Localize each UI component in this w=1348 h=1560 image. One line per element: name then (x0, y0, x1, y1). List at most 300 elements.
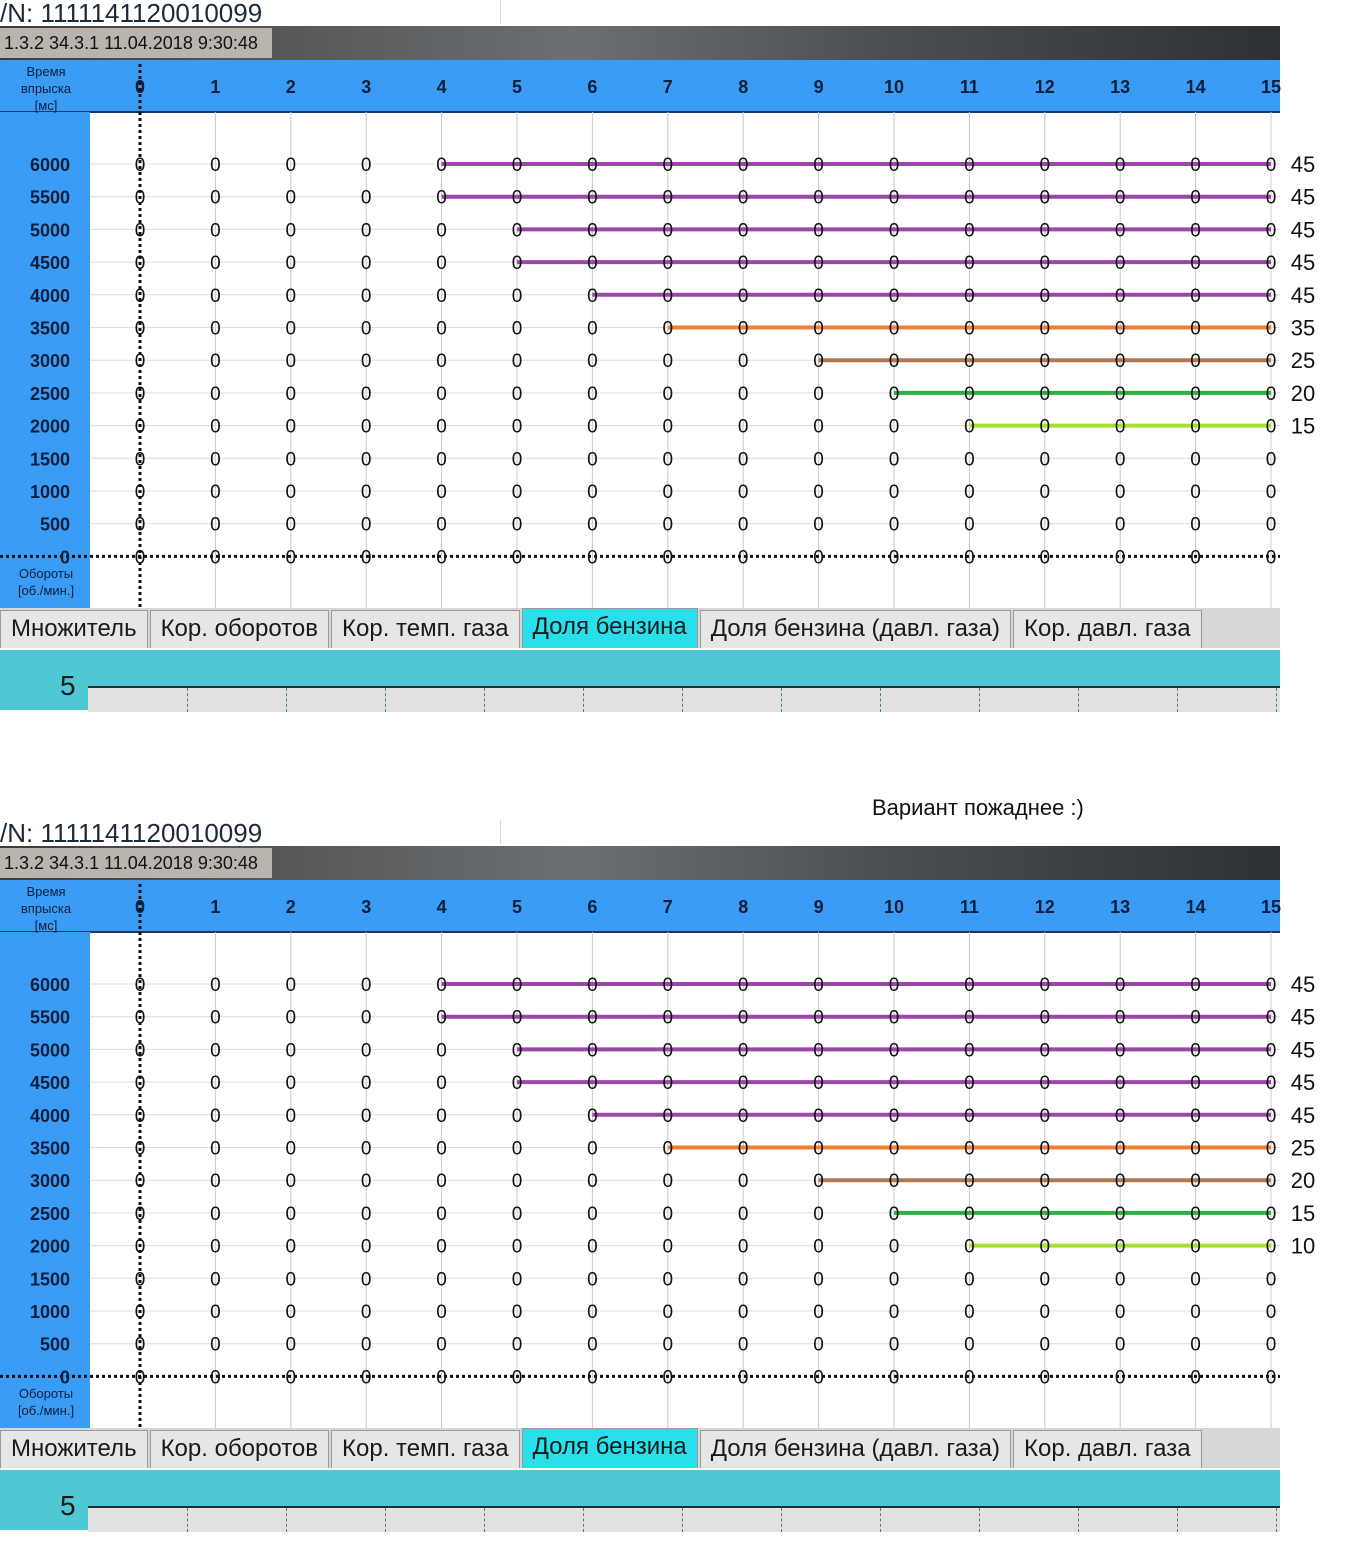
map-cell-value: 0 (511, 318, 523, 340)
map-cell-value: 0 (1265, 1269, 1277, 1291)
map-cell-value: 0 (587, 1302, 598, 1323)
map-cell-value: 0 (511, 1203, 523, 1225)
map-cell-value: 0 (285, 1040, 297, 1062)
map-cell-value: 0 (587, 482, 598, 503)
strip-grid-tick (1276, 688, 1277, 712)
map-cell-value: 0 (285, 351, 297, 373)
map-cell-value: 0 (587, 1236, 598, 1258)
y-tick-label: 4000 (29, 285, 70, 306)
map-cell-value: 0 (1114, 155, 1126, 176)
map-cell-value: 0 (1265, 1040, 1277, 1062)
map-cell-value: 0 (888, 547, 900, 569)
map-cell-value: 0 (511, 1138, 523, 1160)
map-cell-value: 0 (737, 253, 749, 275)
map-cell-value: 0 (1190, 1367, 1201, 1389)
map-cell-value: 0 (210, 1302, 221, 1323)
x-tick-label: 11 (959, 77, 979, 97)
y-tick-label: 1500 (29, 449, 70, 470)
map-cell-value: 0 (134, 318, 146, 340)
line-value-annotation: 45 (1290, 282, 1316, 308)
map-cell-value: 0 (737, 1203, 749, 1225)
map-cell-value: 0 (1265, 1138, 1277, 1160)
map-cell-value: 0 (210, 1334, 221, 1356)
map-cell-value: 0 (964, 187, 975, 209)
map-cell-value: 0 (360, 1203, 372, 1225)
map-cell-value: 0 (210, 383, 221, 405)
map-cell-value: 0 (964, 416, 975, 438)
map-cell-value: 0 (888, 155, 900, 176)
map-cell-value: 0 (662, 155, 674, 176)
map-cell-value: 0 (1265, 383, 1277, 405)
map-cell-value: 0 (436, 1302, 447, 1323)
map-cell-value: 0 (1190, 1203, 1201, 1225)
map-cell-value: 0 (285, 1171, 297, 1193)
map-cell-value: 0 (1265, 1203, 1277, 1225)
map-cell-value: 0 (888, 416, 900, 438)
map-cell-value: 0 (134, 220, 146, 242)
map-cell-value: 0 (964, 220, 975, 242)
map-cell-value: 0 (1039, 351, 1051, 373)
map-cell-value: 0 (1039, 514, 1051, 536)
map-cell-value: 0 (813, 383, 824, 405)
strip-grid-tick (286, 688, 287, 712)
map-cell-value: 0 (964, 1367, 975, 1389)
map-cell-value: 0 (1039, 1302, 1051, 1323)
map-cell-value: 0 (1190, 975, 1201, 996)
map-cell-value: 0 (587, 383, 598, 405)
x-tick-label: 8 (738, 77, 749, 97)
map-cell-value: 0 (1265, 1334, 1277, 1356)
map-cell-value: 0 (813, 449, 824, 471)
map-cell-value: 0 (436, 449, 447, 471)
x-tick-label: 12 (1034, 77, 1055, 97)
map-cell-value: 0 (964, 1236, 975, 1258)
strip-grid-tick (880, 1508, 881, 1532)
map-cell-value: 0 (662, 1302, 674, 1323)
x-tick-label: 8 (738, 897, 749, 917)
map-cell-value: 0 (285, 1269, 297, 1291)
line-value-annotation: 45 (1290, 184, 1316, 210)
map-cell-value: 0 (285, 155, 297, 176)
map-cell-value: 0 (210, 482, 221, 503)
x-tick-label: 12 (1034, 897, 1055, 917)
map-cell-value: 0 (813, 318, 824, 340)
y-tick-label: 1500 (29, 1269, 70, 1290)
x-tick-label: 14 (1185, 897, 1206, 917)
map-cell-value: 0 (1190, 1236, 1201, 1258)
map-cell-value: 0 (1114, 1269, 1126, 1291)
x-tick-label: 9 (813, 77, 824, 97)
map-cell-value: 0 (134, 1334, 146, 1356)
x-tick-label: 13 (1110, 897, 1131, 917)
map-cell-value: 0 (888, 1367, 900, 1389)
map-cell-value: 0 (285, 318, 297, 340)
x-tick-label: 9 (813, 897, 824, 917)
map-cell-value: 0 (1039, 1007, 1051, 1029)
map-cell-value: 0 (360, 1040, 372, 1062)
map-cell-value: 0 (1190, 1171, 1201, 1193)
map-cell-value: 0 (360, 1269, 372, 1291)
map-cell-value: 0 (285, 253, 297, 275)
map-cell-value: 0 (662, 514, 674, 536)
map-cell-value: 0 (134, 1302, 146, 1323)
map-tab[interactable]: Кор. давл. газа (1013, 610, 1202, 648)
map-cell-value: 0 (210, 1040, 221, 1062)
map-cell-value: 0 (210, 1138, 221, 1160)
map-cell-value: 0 (285, 1334, 297, 1356)
map-cell-value: 0 (436, 1007, 447, 1029)
x-tick-label: 7 (662, 77, 673, 97)
map-cell-value: 0 (134, 1040, 146, 1062)
map-cell-value: 0 (210, 1203, 221, 1225)
injection-time-axis-label: Время (26, 884, 66, 899)
map-cell-value: 0 (964, 1138, 975, 1160)
map-cell-value: 0 (888, 975, 900, 996)
map-cell-value: 0 (813, 1367, 824, 1389)
map-cell-value: 0 (1265, 253, 1277, 275)
y-tick-label: 5500 (29, 187, 70, 208)
map-cell-value: 0 (210, 253, 221, 275)
map-cell-value: 0 (587, 1203, 598, 1225)
map-cell-value: 0 (1039, 1138, 1051, 1160)
map-cell-value: 0 (436, 187, 447, 209)
map-cell-value: 0 (210, 449, 221, 471)
map-cell-value: 0 (964, 1203, 975, 1225)
map-cell-value: 0 (662, 1334, 674, 1356)
map-tab[interactable]: Кор. давл. газа (1013, 1430, 1202, 1468)
strip-grid-tick (781, 1508, 782, 1532)
fuel-map-table[interactable] (0, 60, 1348, 608)
map-cell-value: 0 (1190, 1269, 1201, 1291)
map-cell-value: 0 (511, 482, 523, 503)
injection-time-axis-label: впрыска (20, 901, 72, 916)
map-cell-value: 0 (436, 253, 447, 275)
line-value-annotation: 45 (1290, 250, 1316, 276)
map-cell-value: 0 (888, 1236, 900, 1258)
map-cell-value: 0 (813, 220, 824, 242)
map-cell-value: 0 (360, 975, 372, 996)
map-cell-value: 0 (587, 1007, 598, 1029)
map-cell-value: 0 (964, 1171, 975, 1193)
map-cell-value: 0 (813, 416, 824, 438)
strip-grid-tick (1177, 1508, 1178, 1532)
map-cell-value: 0 (813, 1040, 824, 1062)
map-cell-value: 0 (737, 1138, 749, 1160)
map-cell-value: 0 (285, 1138, 297, 1160)
map-cell-value: 0 (737, 547, 749, 569)
map-cell-value: 0 (436, 547, 447, 569)
map-cell-value: 0 (1265, 187, 1277, 209)
strip-axis-value: 5 (60, 1490, 76, 1521)
map-cell-value: 0 (134, 1007, 146, 1029)
map-cell-value: 0 (662, 220, 674, 242)
map-cell-value: 0 (134, 1105, 146, 1127)
map-cell-value: 0 (134, 1236, 146, 1258)
map-cell-value: 0 (888, 1203, 900, 1225)
map-tab[interactable]: Доля бензина (давл. газа) (700, 610, 1011, 648)
vin-title (0, 820, 1280, 846)
y-tick-label: 1000 (29, 1302, 70, 1322)
map-cell-value: 0 (436, 482, 447, 503)
rpm-axis-label: [об./мин.] (17, 583, 75, 598)
map-cell-value: 0 (587, 416, 598, 438)
map-cell-value: 0 (1265, 220, 1277, 242)
map-cell-value: 0 (285, 187, 297, 209)
map-cell-value: 0 (285, 449, 297, 471)
map-cell-value: 0 (511, 1171, 523, 1193)
map-cell-value: 0 (813, 1171, 824, 1193)
map-cell-value: 0 (285, 220, 297, 242)
map-cell-value: 0 (737, 1302, 749, 1323)
y-tick-label: 2500 (29, 383, 70, 404)
map-cell-value: 0 (511, 1367, 523, 1389)
strip-grid-tick (583, 688, 584, 712)
info-bar (0, 846, 1280, 880)
x-tick-label: 7 (662, 897, 673, 917)
injection-time-axis-label: Время (26, 64, 66, 79)
map-cell-value: 0 (360, 482, 372, 503)
y-tick-label: 6000 (29, 155, 70, 175)
map-cell-value: 0 (737, 1007, 749, 1029)
y-tick-label: 4500 (29, 1073, 70, 1094)
map-cell-value: 0 (436, 1073, 447, 1095)
map-cell-value: 0 (1039, 1334, 1051, 1356)
map-cell-value: 0 (1114, 383, 1126, 405)
map-cell-value: 0 (210, 155, 221, 176)
map-cell-value: 0 (1039, 220, 1051, 242)
map-cell-value: 0 (737, 383, 749, 405)
x-tick-label: 6 (587, 897, 598, 917)
map-cell-value: 0 (1039, 1073, 1051, 1095)
map-cell-value: 0 (1190, 416, 1201, 438)
map-cell-value: 0 (587, 1367, 598, 1389)
map-cell-value: 0 (1039, 449, 1051, 471)
map-cell-value: 0 (1190, 1040, 1201, 1062)
map-cell-value: 0 (285, 1302, 297, 1323)
info-bar (0, 26, 1280, 60)
line-value-annotation: 25 (1290, 1135, 1316, 1161)
map-cell-value: 0 (662, 1171, 674, 1193)
map-cell-value: 0 (737, 1171, 749, 1193)
screenshot-panel-2 (0, 820, 1348, 1540)
map-cell-value: 0 (436, 1367, 447, 1389)
map-cell-value: 0 (737, 975, 749, 996)
map-cell-value: 0 (587, 1040, 598, 1062)
map-cell-value: 0 (1190, 1138, 1201, 1160)
title-divider (500, 820, 501, 844)
map-cell-value: 0 (134, 1269, 146, 1291)
map-cell-value: 0 (436, 155, 447, 176)
strip-grid-tick (1177, 688, 1178, 712)
strip-grid-tick (682, 688, 683, 712)
map-cell-value: 0 (1114, 187, 1126, 209)
map-cell-value: 0 (964, 547, 975, 569)
map-cell-value: 0 (360, 1171, 372, 1193)
map-tab[interactable]: Доля бензина (522, 608, 698, 648)
strip-grid-tick (1078, 688, 1079, 712)
map-cell-value: 0 (662, 318, 674, 340)
map-cell-value: 0 (662, 1269, 674, 1291)
map-cell-value: 0 (1265, 285, 1277, 307)
map-cell-value: 0 (813, 1138, 824, 1160)
x-tick-label: 6 (587, 77, 598, 97)
map-cell-value: 0 (1039, 285, 1051, 307)
strip-grid-tick (286, 1508, 287, 1532)
map-cell-value: 0 (587, 187, 598, 209)
map-cell-value: 0 (511, 1007, 523, 1029)
map-cell-value: 0 (360, 1302, 372, 1323)
map-tab[interactable]: Доля бензина (522, 1428, 698, 1468)
map-cell-value: 0 (285, 1073, 297, 1095)
map-cell-value: 0 (285, 1203, 297, 1225)
y-tick-label: 5000 (29, 1040, 70, 1061)
map-tab[interactable]: Кор. темп. газа (331, 1430, 520, 1468)
map-cell-value: 0 (1114, 1105, 1126, 1127)
map-cell-value: 0 (360, 449, 372, 471)
vin-text: /N: 1111141120010099 (0, 820, 263, 846)
map-cell-value: 0 (1114, 1203, 1126, 1225)
map-cell-value: 0 (813, 1203, 824, 1225)
map-cell-value: 0 (360, 187, 372, 209)
map-cell-value: 0 (1190, 318, 1201, 340)
y-tick-label: 2000 (29, 416, 70, 437)
map-cell-value: 0 (1039, 1269, 1051, 1291)
map-cell-value: 0 (210, 351, 221, 373)
map-cell-value: 0 (511, 220, 523, 242)
map-tab[interactable]: Множитель (0, 1430, 148, 1468)
fuel-map-grid (0, 60, 1348, 608)
map-cell-value: 0 (888, 187, 900, 209)
map-tab[interactable]: Кор. темп. газа (331, 610, 520, 648)
x-tick-label: 0 (134, 77, 146, 97)
map-cell-value: 0 (1039, 1236, 1051, 1258)
map-cell-value: 0 (888, 1007, 900, 1029)
fuel-map-grid (0, 880, 1348, 1428)
map-tab[interactable]: Кор. оборотов (150, 610, 329, 648)
map-cell-value: 0 (813, 1007, 824, 1029)
map-cell-value: 0 (1114, 975, 1126, 996)
map-cell-value: 0 (587, 1269, 598, 1291)
map-cell-value: 0 (1039, 318, 1051, 340)
map-cell-value: 0 (587, 318, 598, 340)
map-cell-value: 0 (1265, 975, 1277, 996)
map-cell-value: 0 (511, 155, 523, 176)
x-tick-label: 10 (883, 77, 905, 97)
map-cell-value: 0 (813, 253, 824, 275)
map-cell-value: 0 (662, 285, 674, 307)
map-cell-value: 0 (1039, 1203, 1051, 1225)
map-cell-value: 0 (436, 416, 447, 438)
map-cell-value: 0 (134, 1138, 146, 1160)
map-cell-value: 0 (662, 351, 674, 373)
map-cell-value: 0 (210, 1105, 221, 1127)
x-tick-label: 1 (210, 897, 221, 917)
map-tab[interactable]: Кор. оборотов (150, 1430, 329, 1468)
map-cell-value: 0 (210, 1007, 221, 1029)
map-cell-value: 0 (888, 449, 900, 471)
map-cell-value: 0 (210, 1367, 221, 1389)
map-cell-value: 0 (813, 547, 824, 569)
map-cell-value: 0 (587, 1105, 598, 1127)
map-cell-value: 0 (511, 1302, 523, 1323)
map-cell-value: 0 (662, 1138, 674, 1160)
map-cell-value: 0 (511, 253, 523, 275)
map-cell-value: 0 (285, 383, 297, 405)
fuel-map-table[interactable] (0, 880, 1348, 1428)
map-cell-value: 0 (134, 1073, 146, 1095)
line-value-annotation: 45 (1290, 1004, 1316, 1030)
map-cell-value: 0 (360, 351, 372, 373)
map-cell-value: 0 (1265, 482, 1277, 503)
map-cell-value: 0 (587, 514, 598, 536)
map-cell-value: 0 (964, 514, 975, 536)
map-cell-value: 0 (964, 1269, 975, 1291)
map-tabs (0, 608, 1280, 648)
map-cell-value: 0 (134, 975, 146, 996)
map-cell-value: 0 (360, 1105, 372, 1127)
map-cell-value: 0 (662, 449, 674, 471)
map-cell-value: 0 (737, 416, 749, 438)
map-cell-value: 0 (813, 285, 824, 307)
map-cell-value: 0 (813, 1302, 824, 1323)
map-cell-value: 0 (1114, 318, 1126, 340)
map-cell-value: 0 (511, 285, 523, 307)
map-cell-value: 0 (511, 1040, 523, 1062)
map-cell-value: 0 (1190, 383, 1201, 405)
map-cell-value: 0 (1190, 1334, 1201, 1356)
map-cell-value: 0 (964, 318, 975, 340)
injection-time-axis-label: впрыска (20, 81, 72, 96)
map-cell-value: 0 (285, 1105, 297, 1127)
map-cell-value: 0 (737, 1334, 749, 1356)
map-cell-value: 0 (737, 1105, 749, 1127)
y-tick-label: 5500 (29, 1007, 70, 1028)
bottom-chart-strip (0, 650, 1280, 710)
map-cell-value: 0 (662, 547, 674, 569)
strip-grid-tick (781, 688, 782, 712)
map-cell-value: 0 (1114, 1073, 1126, 1095)
x-tick-label: 10 (883, 897, 905, 917)
injection-time-axis-label: [мс] (34, 918, 58, 933)
map-cell-value: 0 (360, 1073, 372, 1095)
map-cell-value: 0 (813, 514, 824, 536)
rpm-axis-label: Обороты (18, 1386, 74, 1401)
bottom-chart-strip (0, 1470, 1280, 1530)
map-cell-value: 0 (285, 1007, 297, 1029)
map-tabs (0, 1428, 1280, 1468)
x-tick-label: 1 (210, 77, 221, 97)
map-cell-value: 0 (964, 449, 975, 471)
map-cell-value: 0 (587, 1171, 598, 1193)
map-cell-value: 0 (134, 285, 146, 307)
line-value-annotation: 45 (1290, 152, 1316, 177)
map-cell-value: 0 (210, 187, 221, 209)
map-cell-value: 0 (587, 449, 598, 471)
map-tab[interactable]: Множитель (0, 610, 148, 648)
line-value-annotation: 35 (1290, 315, 1316, 341)
map-cell-value: 0 (813, 1236, 824, 1258)
map-cell-value: 0 (436, 1203, 447, 1225)
map-cell-value: 0 (964, 285, 975, 307)
map-cell-value: 0 (662, 1073, 674, 1095)
map-cell-value: 0 (436, 1334, 447, 1356)
map-cell-value: 0 (662, 187, 674, 209)
injection-time-axis-label: [мс] (34, 98, 58, 113)
map-tab[interactable]: Доля бензина (давл. газа) (700, 1430, 1011, 1468)
map-cell-value: 0 (737, 318, 749, 340)
map-cell-value: 0 (436, 1138, 447, 1160)
map-cell-value: 0 (436, 318, 447, 340)
